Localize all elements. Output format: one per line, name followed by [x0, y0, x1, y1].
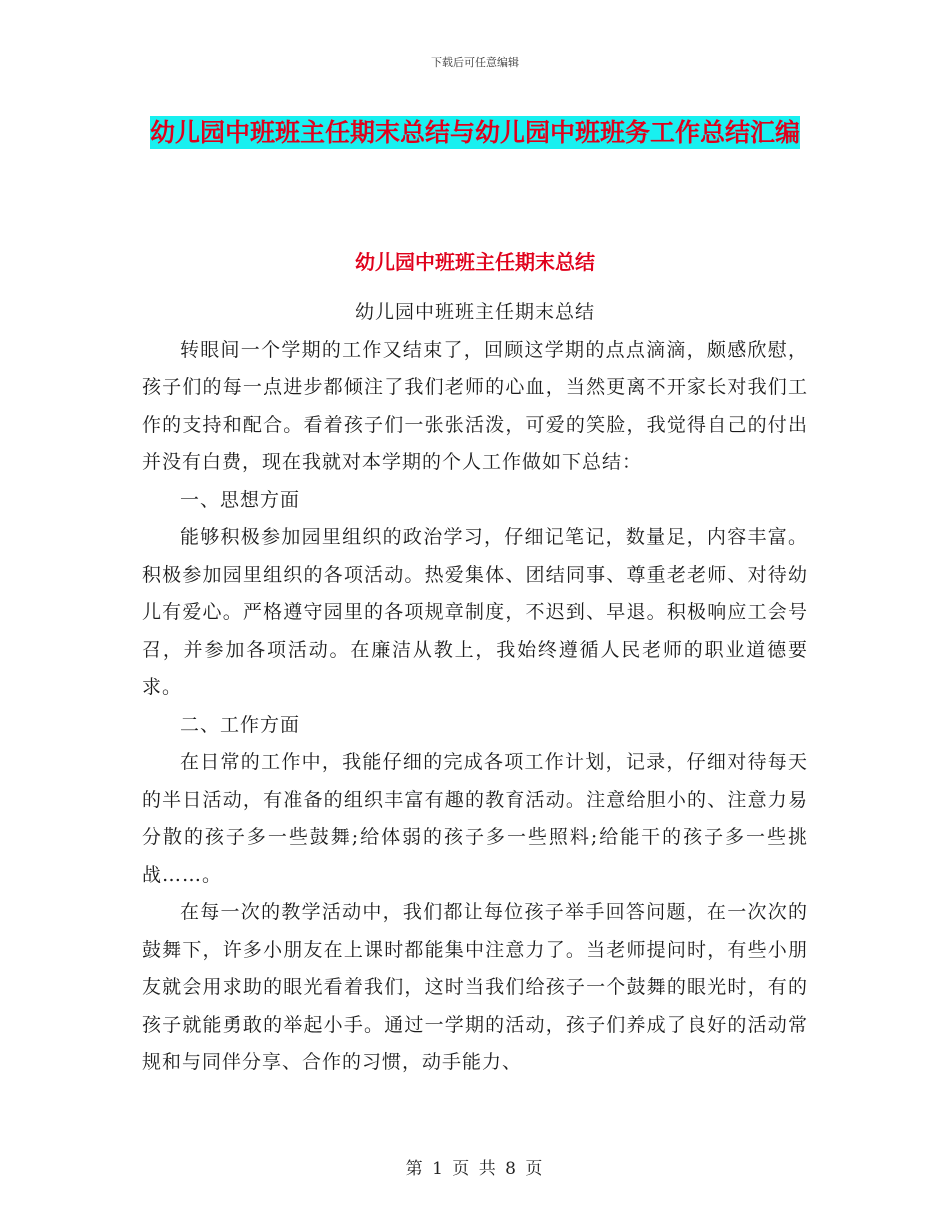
subtitle: 幼儿园中班班主任期末总结	[354, 301, 595, 323]
main-title	[150, 108, 800, 158]
page-footer: 第 1 页 共 8 页	[405, 1159, 545, 1179]
section-title: 幼儿园中班班主任期末总结	[355, 250, 595, 274]
paragraph-intro: 转眼间一个学期的工作又结束了，回顾这学期的点点滴滴，颇感欣慰，孩子们的每一点进步都倾注了我们老师的心血，当然更离不开家长对我们工作的支持和配合。看着孩子们一张张活泼，可爱的笑脸，我觉得自己的付出并没有白费，现在我就对本学期的个人工作做如下总结：	[142, 338, 808, 473]
paragraph-work: 在日常的工作中，我能仔细的完成各项工作计划，记录，仔细对待每天的半日活动，有准备的组织丰富有趣的教育活动。注意给胆小的、注意力易分散的孩子多一些鼓舞;给体弱的孩子多一些照料;给能干的孩子多一些挑战……。	[142, 751, 808, 886]
paragraph-teaching: 在每一次的教学活动中，我们都让每位孩子举手回答问题，在一次次的鼓舞下，许多小朋友在上课时都能集中注意力了。当老师提问时，有些小朋友就会用求助的眼光看着我们，这时当我们给孩子一个鼓舞的眼光时，有的孩子就能勇敢的举起小手。通过一学期的活动，孩子们养成了良好的活动常规和与同伴分享、合作的习惯，动手能力、	[142, 901, 808, 1073]
paragraph-thought: 能够积极参加园里组织的政治学习，仔细记笔记，数量足，内容丰富。积极参加园里组织的各项活动。热爱集体、团结同事、尊重老老师、对待幼儿有爱心。严格遵守园里的各项规章制度，不迟到、早退。积极响应工会号召，并参加各项活动。在廉洁从教上，我始终遵循人民老师的职业道德要求。	[142, 526, 808, 698]
heading-work: 二、工作方面	[180, 713, 301, 736]
header-note: 下载后可任意编辑	[431, 56, 519, 69]
main-title-text: 幼儿园中班班主任期末总结与幼儿园中班班务工作总结汇编	[150, 118, 801, 147]
document-body	[142, 294, 808, 1082]
heading-thought: 一、思想方面	[180, 488, 301, 511]
